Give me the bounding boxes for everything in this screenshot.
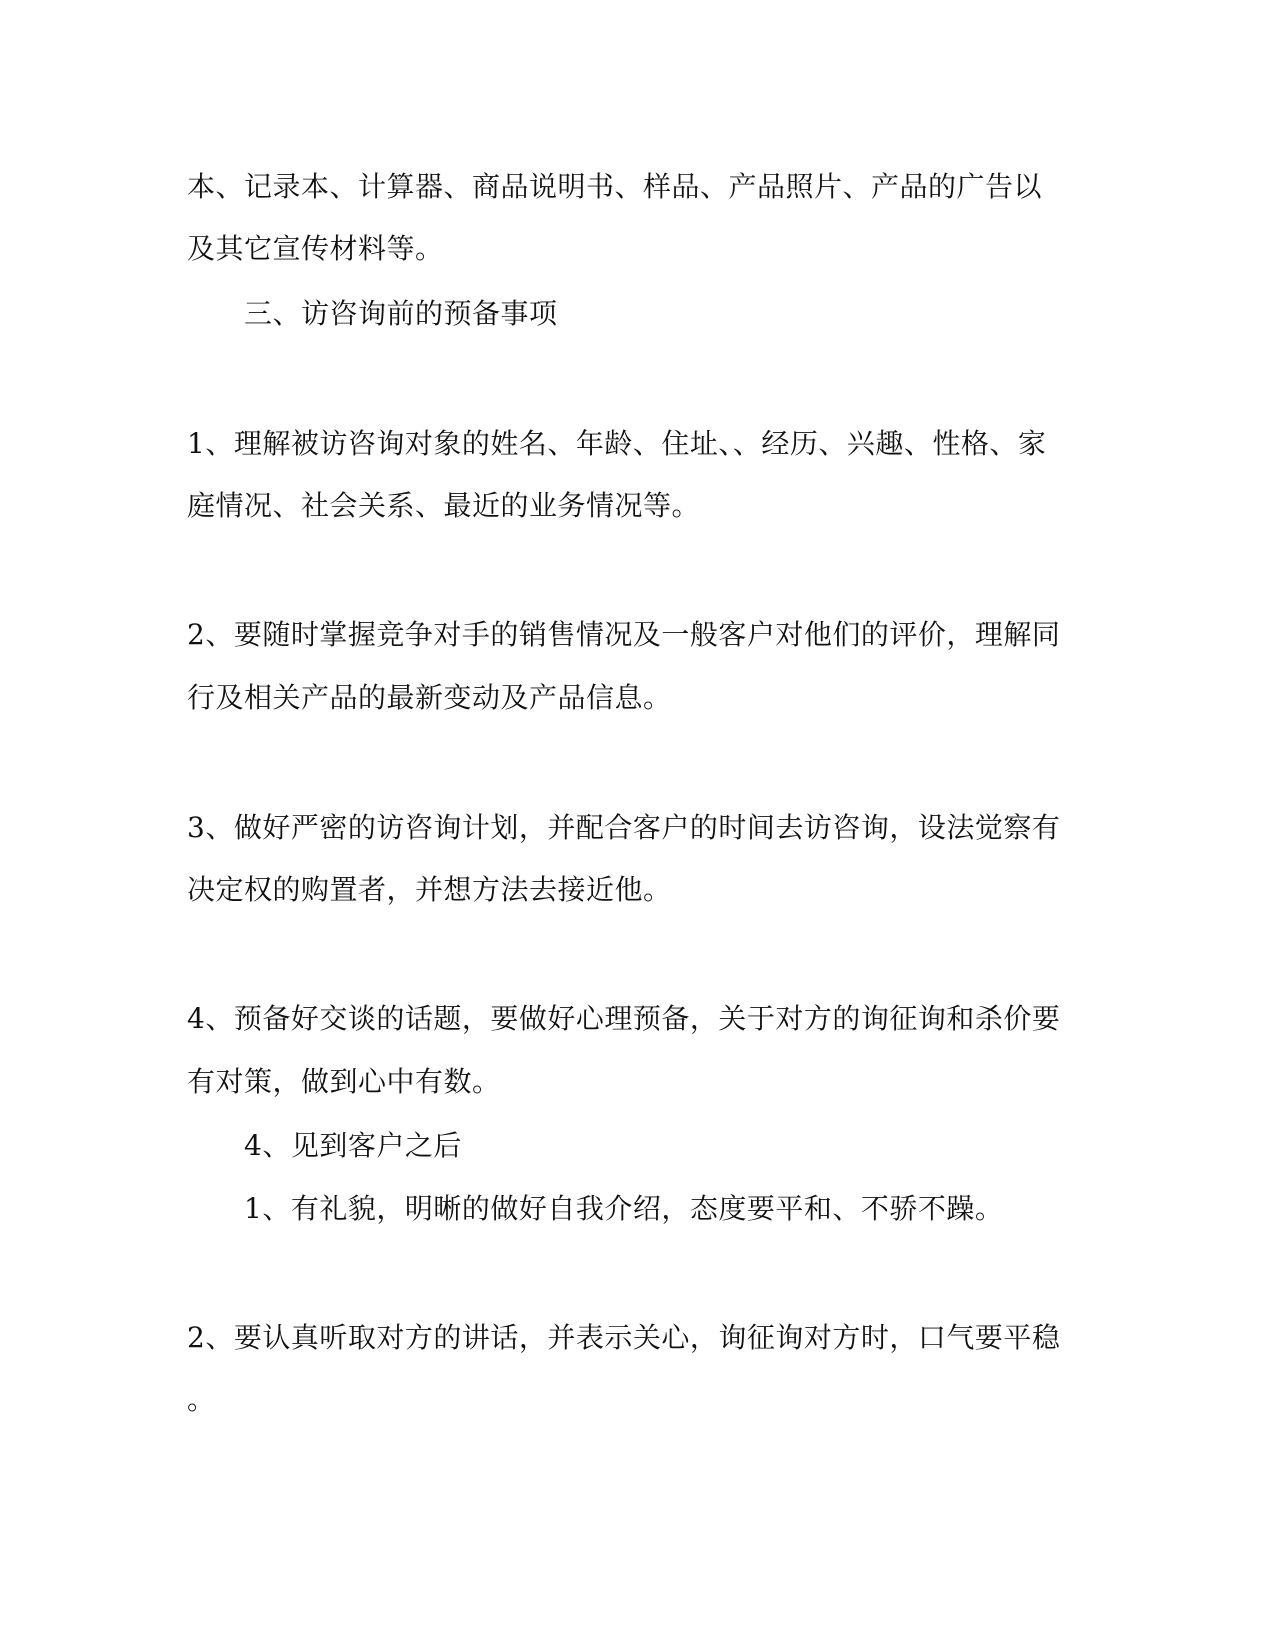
section-heading-preparation: 三、访咨询前的预备事项	[244, 297, 558, 330]
list-item-4-line-2: 有对策，做到心中有数。	[187, 1065, 501, 1098]
list-item-3-line-1: 3、做好严密的访咨询计划，并配合客户的时间去访咨询，设法觉察有	[187, 811, 1061, 844]
list-item-2-line-2: 行及相关产品的最新变动及产品信息。	[187, 681, 672, 714]
meeting-item-2-line-1: 2、要认真听取对方的讲话，并表示关心，询征询对方时，口气要平稳	[187, 1321, 1061, 1354]
list-item-1-line-1: 1、理解被访咨询对象的姓名、年龄、住址、、经历、兴趣、性格、家	[187, 427, 1047, 460]
list-item-1-line-2: 庭情况、社会关系、最近的业务情况等。	[187, 489, 701, 522]
meeting-item-2-line-2: 。	[187, 1383, 216, 1416]
text-line-materials-end: 及其它宣传材料等。	[187, 232, 444, 265]
meeting-item-1: 1、有礼貌，明晰的做好自我介绍，态度要平和、不骄不躁。	[244, 1192, 1004, 1225]
text-line-materials-list: 本、记录本、计算器、商品说明书、样品、产品照片、产品的广告以	[187, 170, 1043, 203]
section-heading-meeting-client: 4、见到客户之后	[244, 1129, 462, 1162]
list-item-3-line-2: 决定权的购置者，并想方法去接近他。	[187, 873, 672, 906]
list-item-2-line-1: 2、要随时掌握竞争对手的销售情况及一般客户对他们的评价，理解同	[187, 618, 1061, 651]
list-item-4-line-1: 4、预备好交谈的话题，要做好心理预备，关于对方的询征询和杀价要	[187, 1002, 1061, 1035]
